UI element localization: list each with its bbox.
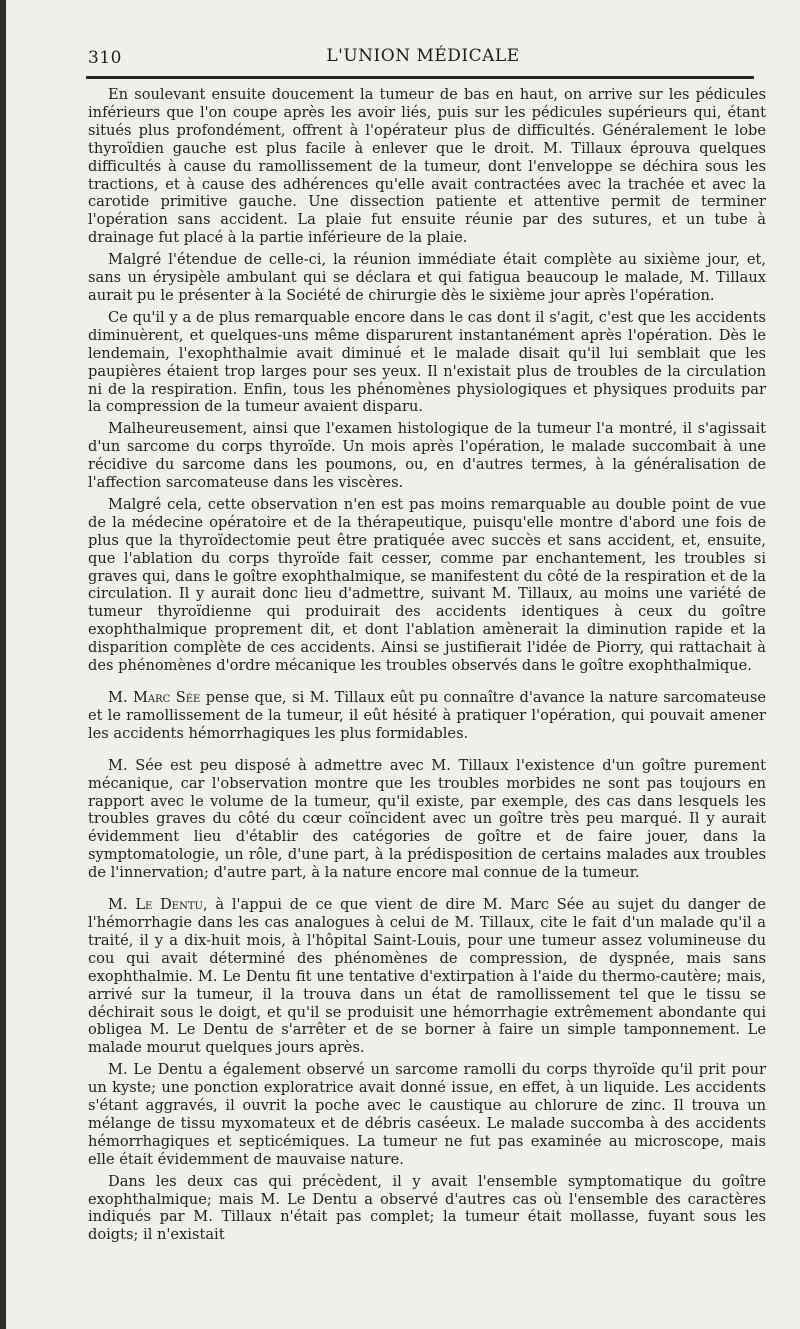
paragraph <box>88 1173 766 1245</box>
header-rule <box>86 76 754 79</box>
paragraph-text: M. Le Dentu a également observé un sarcome ramolli du corps thyroïde qu'il prit pour un kyste; une ponction exploratrice avait donné issue, en effet, à un liquide. Les accidents s'étant aggravés, il ouvrit la poche avec le caustique au chlorure de zinc. Il trouva un mélange de tissu myxomateux et de débris caséeux. Le malade succomba à des accidents hémorrhagiques et septicémiques. La tumeur ne fut pas examinée au microscope, mais elle était évidemment de mauvaise nature. <box>88 1061 766 1168</box>
running-title: L'UNION MÉDICALE <box>326 46 520 66</box>
page-header <box>86 40 760 70</box>
paragraph <box>88 896 766 1057</box>
paragraph <box>88 1061 766 1168</box>
paragraph-text: Malgré cela, cette observation n'en est pas moins remarquable au double point de vue de la médecine opératoire et de la thérapeutique, puisqu'elle montre d'abord une fois de plus que la thyroïdectomie peut être pratiquée avec succès et sans accident, et, ensuite, que l'ablation du corps thyroïde fait cesser, comme par enchantement, les troubles si graves qui, dans le goître exophthalmique, se manifestent du côté de la respiration et de la circulation. Il y aurait donc lieu d'admettre, suivant M. Tillaux, au moins une variété de tumeur thyroïdienne qui produirait des accidents identiques à ceux du goître exophthalmique proprement dit, et dont l'ablation amènerait la diminution rapide et la disparition complète de ces accidents. Ainsi se justifierait l'idée de Piorry, qui rattachait à des phénomènes d'ordre mécanique les troubles observés dans le goître exophthalmique. <box>88 495 766 675</box>
paragraph <box>88 420 766 492</box>
document-page <box>6 0 800 1329</box>
paragraph-text: Dans les deux cas qui précèdent, il y avait l'ensemble symptomatique du goître exophthalmique; mais M. Le Dentu a observé d'autres cas où l'ensemble des caractères indiqués par M. Tillaux n'était pas complet; la tumeur était mollasse, fuyant sous les doigts; il n'existait <box>88 1172 766 1244</box>
paragraph-text: pense que, si M. Tillaux eût pu connaître d'avance la nature sarcomateuse et le ramollissement de la tumeur, il eût hésité à pratiquer l'opération, qui pouvait amener les accidents hémorrhagiques les plus formidables. <box>88 689 766 742</box>
paragraph <box>88 689 766 743</box>
paragraph-text: Ce qu'il y a de plus remarquable encore dans le cas dont il s'agit, c'est que les accidents diminuèrent, et quelques-uns même disparurent instantanément après l'opération. Dès le lendemain, l'exophthalmie avait diminué et le malade disait qu'il lui semblait que les paupières étaient trop larges pour ses yeux. Il n'existait plus de troubles de la circulation ni de la respiration. Enfin, tous les phénomènes physiologiques et physiques produits par la compression de la tumeur avaient disparu. <box>88 308 766 416</box>
paragraph-text: En soulevant ensuite doucement la tumeur de bas en haut, on arrive sur les pédicules inférieurs que l'on coupe après les avoir liés, puis sur les pédicules supérieurs qui, étant situés plus profondément, offrent à l'opérateur plus de difficultés. Généralement le lobe thyroïdien gauche est plus facile à enlever que le droit. M. Tillaux éprouva quelques difficultés à cause du ramollissement de la tumeur, dont l'enveloppe se déchira sous les tractions, et à cause des adhérences qu'elle avait contractées avec la trachée et avec la carotide primitive gauche. Une dissection patiente et attentive permit de terminer l'opération sans accident. La plaie fut ensuite réunie par des sutures, et un tube à drainage fut placé à la partie inférieure de la plaie. <box>88 86 766 247</box>
speaker-name: M. Le Dentu <box>108 896 203 914</box>
paragraph-text: M. Sée est peu disposé à admettre avec M. Tillaux l'existence d'un goître purement mécanique, car l'observation montre que les troubles morbides ne sont pas toujours en rapport avec le volume de la tumeur, qu'il existe, par exemple, des cas dans lesquels les troubles graves du côté du cœur coïncident avec un goître très peu marqué. Il y aurait évidemment lieu d'établir des catégories de goître et de faire jouer, dans la symptomatologie, un rôle, d'une part, à la prédisposition de certains malades aux troubles de l'innervation; d'autre part, à la nature encore mal connue de la tumeur. <box>88 756 766 882</box>
paragraph <box>88 86 766 247</box>
paragraph-text: Malheureusement, ainsi que l'examen histologique de la tumeur l'a montré, il s'agissait d'un sarcome du corps thyroïde. Un mois après l'opération, le malade succombait à une récidive du sarcome dans les poumons, ou, en d'autres termes, à la généralisation de l'affection sarcomateuse dans les viscères. <box>88 420 766 492</box>
paragraph <box>88 251 766 305</box>
paragraph-text: Malgré l'étendue de celle-ci, la réunion immédiate était complète au sixième jour, et, sans un érysipèle ambulant qui se déclara et qui fatigua beaucoup le malade, M. Tillaux aurait pu le présenter à la Société de chirurgie dès le sixième jour après l'opération. <box>88 251 766 304</box>
paragraph-text: , à l'appui de ce que vient de dire M. Marc Sée au sujet du danger de l'hémorrhagie dans les cas analogues à celui de M. Tillaux, cite le fait d'un malade qu'il a traité, il y a dix-huit mois, à l'hôpital Saint-Louis, pour une tumeur assez volumineuse du cou qui avait déterminé des phénomènes de compression, de dyspnée, mais sans exophthalmie. M. Le Dentu fit une tentative d'extirpation à l'aide du thermo-cautère; mais, arrivé sur la tumeur, il la trouva dans un état de ramollissement tel que le tissu se déchirait sous le doigt, et qu'il se produisit une hémorrhagie extrêmement abondante qui obligea M. Le Dentu de s'arrêter et de se borner à faire un simple tamponnement. Le malade mourut quelques jours après. <box>88 896 766 1057</box>
paragraph <box>88 757 766 882</box>
paragraph <box>88 309 766 416</box>
body-text <box>88 86 766 1248</box>
paragraph <box>88 496 766 675</box>
page-number: 310 <box>88 48 122 68</box>
speaker-name: M. Marc Sée <box>108 689 201 706</box>
